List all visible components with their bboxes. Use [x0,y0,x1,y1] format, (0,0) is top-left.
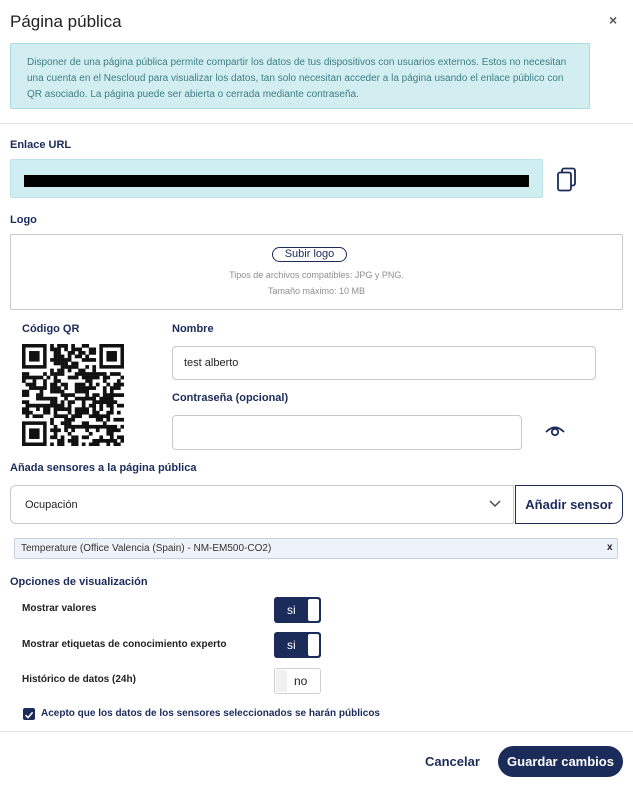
toggle-knob [276,670,287,692]
info-banner: Disponer de una página pública permite compartir los datos de tus dispositivos con usuarios externos. Estos no necesitan una cuenta en el Nescloud para visualizar los datos, tan solo necesitan acceder a la página usando el enlace público con QR asociado. La página puede ser abierta o cerrada mediante contraseña. [10,43,590,109]
name-label: Nombre [172,323,214,335]
check-icon [23,709,35,721]
upload-logo-button[interactable]: Subir logo [272,247,347,262]
url-label: Enlace URL [10,139,72,151]
toggle-show-values[interactable] [274,597,321,623]
toggle-state: si [287,638,296,652]
remove-sensor-button[interactable]: x [607,542,613,553]
sensor-chip: Temperature (Office Valencia (Spain) - NM-EM500-CO2) [14,538,618,559]
add-sensor-button[interactable]: Añadir sensor [515,485,623,524]
eye-icon[interactable] [545,423,565,437]
name-input[interactable] [172,346,596,380]
qr-code-icon [22,344,124,446]
option-label-expert-tags: Mostrar etiquetas de conocimiento experto [22,639,227,650]
toggle-knob [308,599,319,621]
consent-label: Acepto que los datos de los sensores seleccionados se harán públicos [41,708,380,719]
save-button[interactable]: Guardar cambios [498,746,623,777]
header-divider [0,123,633,124]
url-redaction [24,175,529,187]
option-label-show-values: Mostrar valores [22,603,97,614]
option-label-history: Histórico de datos (24h) [22,674,136,685]
toggle-state: no [294,674,308,688]
password-label: Contraseña (opcional) [172,392,289,404]
password-input[interactable] [172,415,522,450]
cancel-button[interactable]: Cancelar [425,754,480,769]
logo-hint-size: Tamaño máximo: 10 MB [267,286,366,296]
logo-hint-types: Tipos de archivos compatibles: JPG y PNG. [229,270,404,280]
footer-divider [0,731,633,732]
consent-checkbox[interactable] [23,708,35,720]
toggle-history[interactable] [274,668,321,694]
toggle-expert-tags[interactable] [274,632,321,658]
toggle-knob [308,634,319,656]
sensors-label: Añada sensores a la página pública [10,462,197,474]
sensor-select-value: Ocupación [25,499,78,511]
close-button[interactable]: × [609,12,618,28]
chevron-down-icon [489,500,501,508]
toggle-state: si [287,603,296,617]
copy-icon[interactable] [556,167,578,193]
qr-label: Código QR [22,323,80,335]
logo-label: Logo [10,214,37,226]
display-options-label: Opciones de visualización [10,576,148,588]
sensor-select[interactable] [10,485,514,524]
dialog-title: Página pública [10,12,122,31]
